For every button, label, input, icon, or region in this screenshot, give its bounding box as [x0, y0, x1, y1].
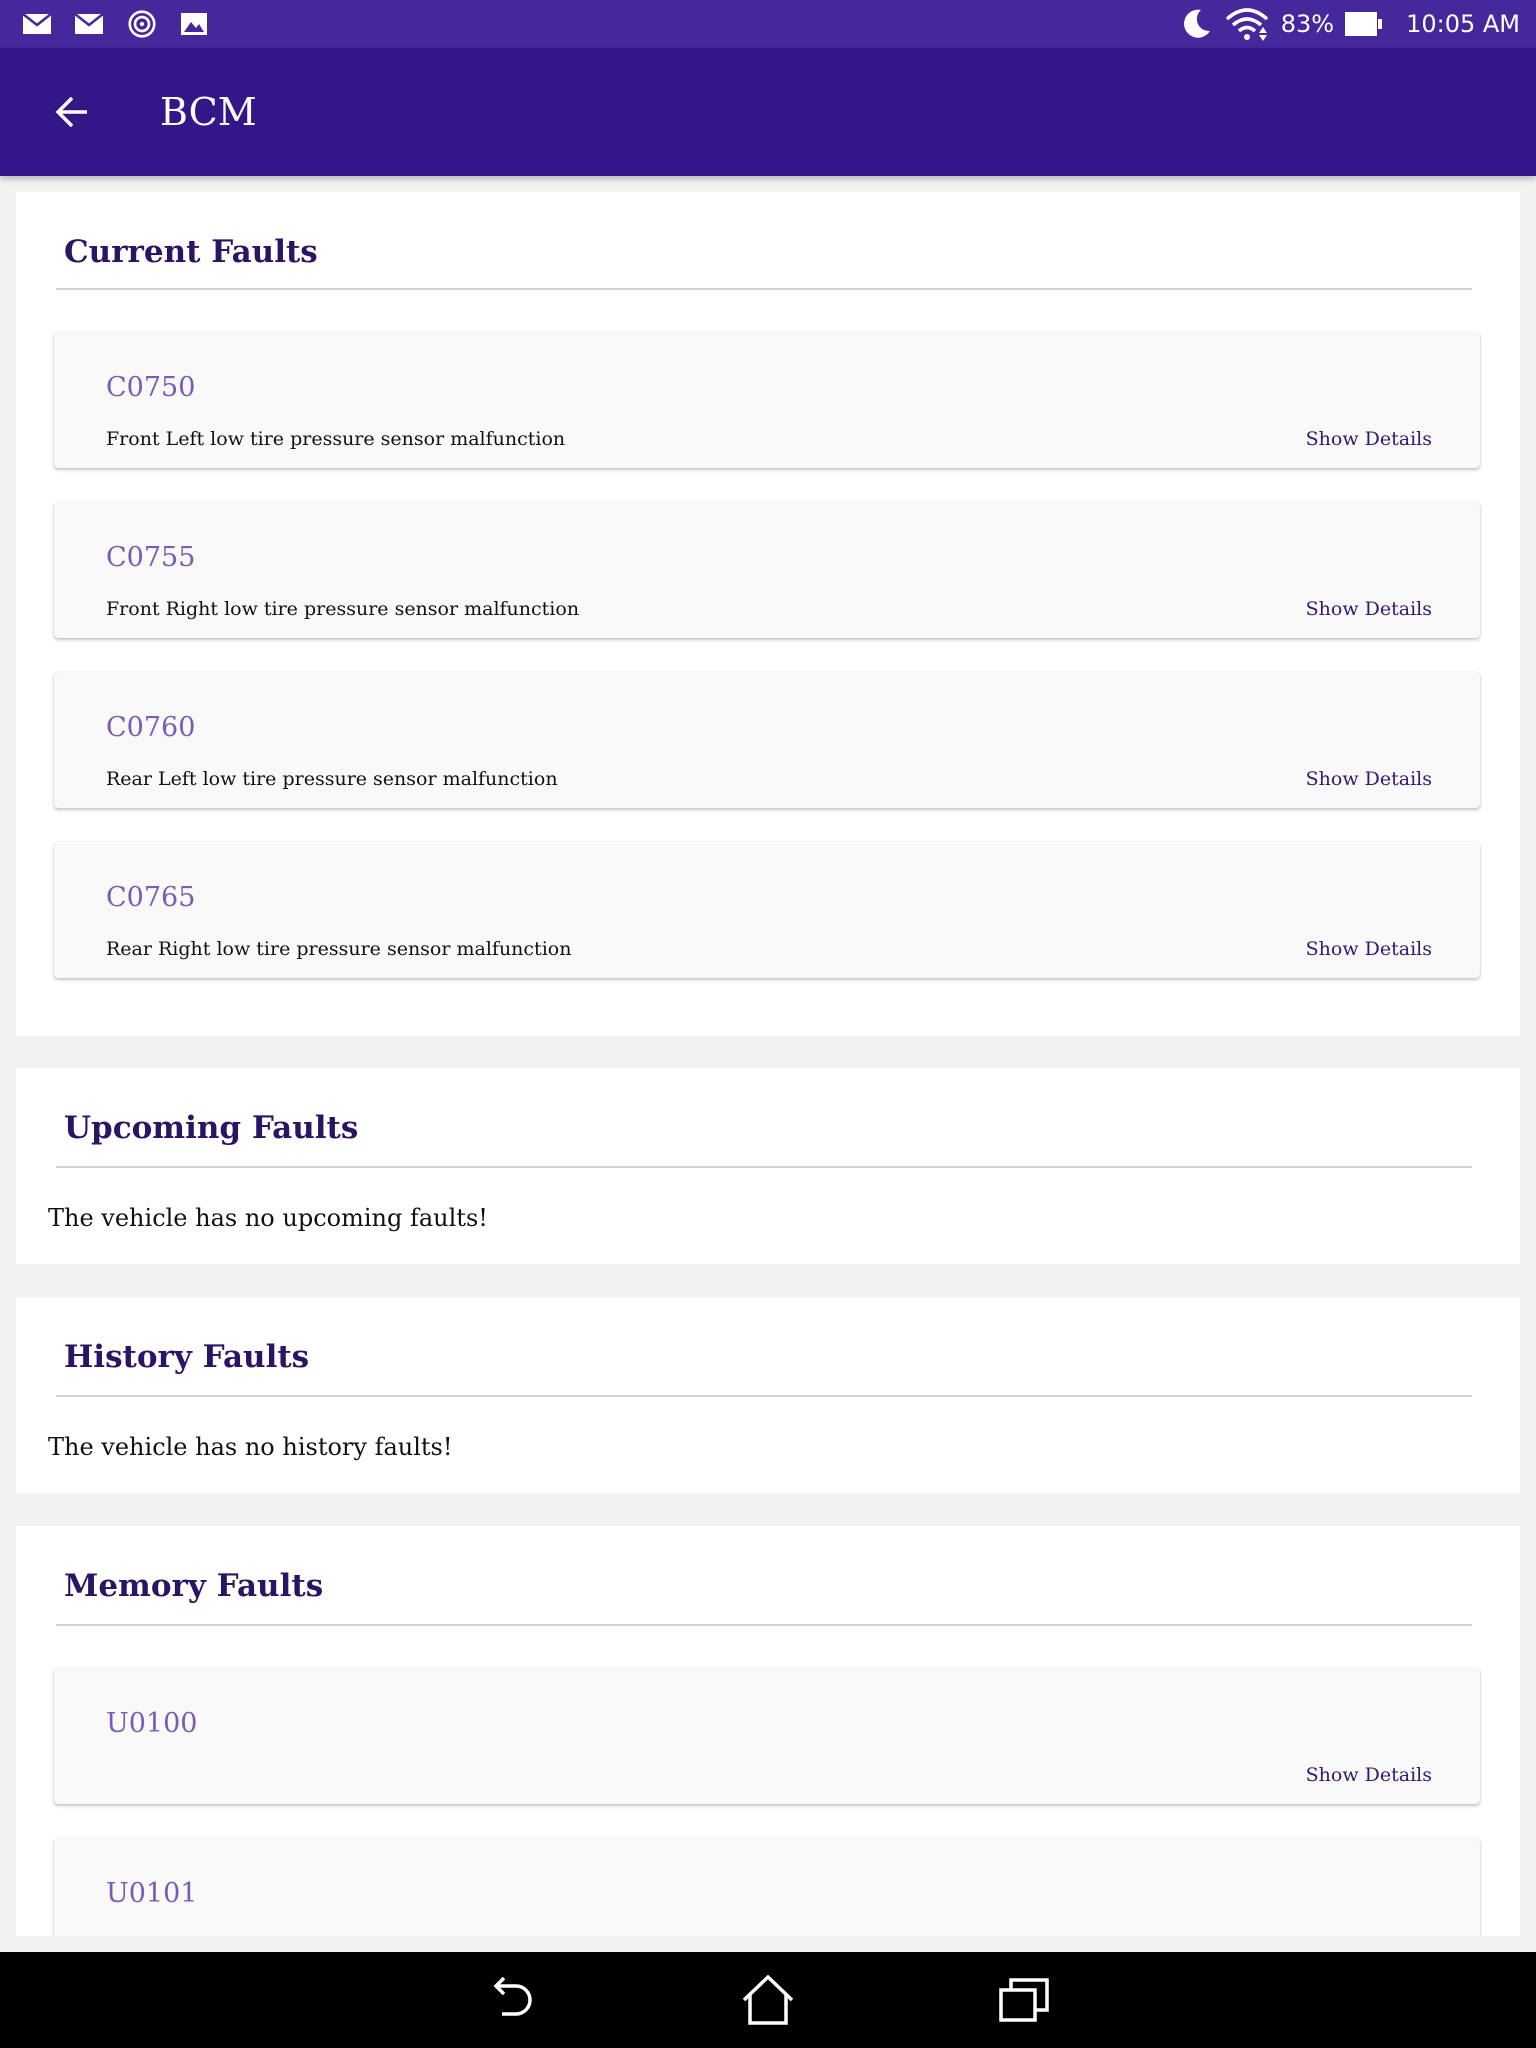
section-divider [56, 1624, 1472, 1626]
fault-card[interactable] [54, 502, 1480, 638]
navigation-bar [0, 1952, 1536, 2048]
clock-time: 10:05 AM [1406, 10, 1520, 38]
section-title: Memory Faults [64, 1568, 324, 1604]
fault-description: Front Right low tire pressure sensor malfunction [106, 598, 580, 620]
fault-card[interactable] [54, 672, 1480, 808]
battery-percentage: 83% [1280, 10, 1335, 38]
fault-description: Front Left low tire pressure sensor malfunction [106, 428, 566, 450]
current-faults-section [16, 192, 1520, 1036]
fault-code: C0765 [106, 882, 196, 913]
section-title: History Faults [64, 1339, 310, 1375]
fault-card[interactable] [54, 842, 1480, 978]
email-notification-icon [74, 10, 104, 38]
app-bar [0, 48, 1536, 176]
fault-description: Rear Left low tire pressure sensor malfunction [106, 768, 558, 790]
show-details-link[interactable]: Show Details [1305, 768, 1432, 790]
fault-code: C0760 [106, 712, 196, 743]
do-not-disturb-moon-icon [1179, 7, 1213, 41]
fault-code: U0101 [106, 1878, 198, 1909]
section-divider [56, 288, 1472, 290]
status-bar [0, 0, 1536, 48]
section-title: Current Faults [64, 234, 318, 270]
history-faults-section [16, 1297, 1520, 1493]
nav-back-button[interactable] [480, 1970, 544, 2030]
empty-state-message: The vehicle has no history faults! [48, 1433, 453, 1461]
nav-recents-button[interactable] [992, 1970, 1056, 2030]
section-divider [56, 1395, 1472, 1397]
fault-card[interactable] [54, 1668, 1480, 1804]
fault-description: Rear Right low tire pressure sensor malfunction [106, 938, 572, 960]
back-icon [486, 1976, 538, 2024]
nav-home-button[interactable] [736, 1970, 800, 2030]
email-notification-icon [22, 10, 52, 38]
fault-code: C0750 [106, 372, 196, 403]
fault-code: U0100 [106, 1708, 198, 1739]
app-notification-icon [126, 10, 158, 38]
show-details-link[interactable]: Show Details [1305, 1764, 1432, 1786]
arrow-back-icon [54, 94, 90, 130]
show-details-link[interactable]: Show Details [1305, 938, 1432, 960]
section-title: Upcoming Faults [64, 1110, 359, 1146]
back-button[interactable] [40, 84, 104, 140]
gallery-notification-icon [180, 10, 208, 38]
page-title: BCM [160, 90, 257, 134]
empty-state-message: The vehicle has no upcoming faults! [48, 1204, 488, 1232]
battery-icon [1344, 10, 1384, 38]
wifi-icon [1223, 7, 1271, 41]
fault-card[interactable] [54, 1838, 1480, 1936]
memory-faults-section [16, 1526, 1520, 1936]
show-details-link[interactable]: Show Details [1305, 428, 1432, 450]
fault-card[interactable] [54, 332, 1480, 468]
section-divider [56, 1166, 1472, 1168]
upcoming-faults-section [16, 1068, 1520, 1264]
fault-code: C0755 [106, 542, 196, 573]
show-details-link[interactable]: Show Details [1305, 598, 1432, 620]
home-icon [741, 1974, 795, 2026]
recent-apps-icon [997, 1976, 1051, 2024]
